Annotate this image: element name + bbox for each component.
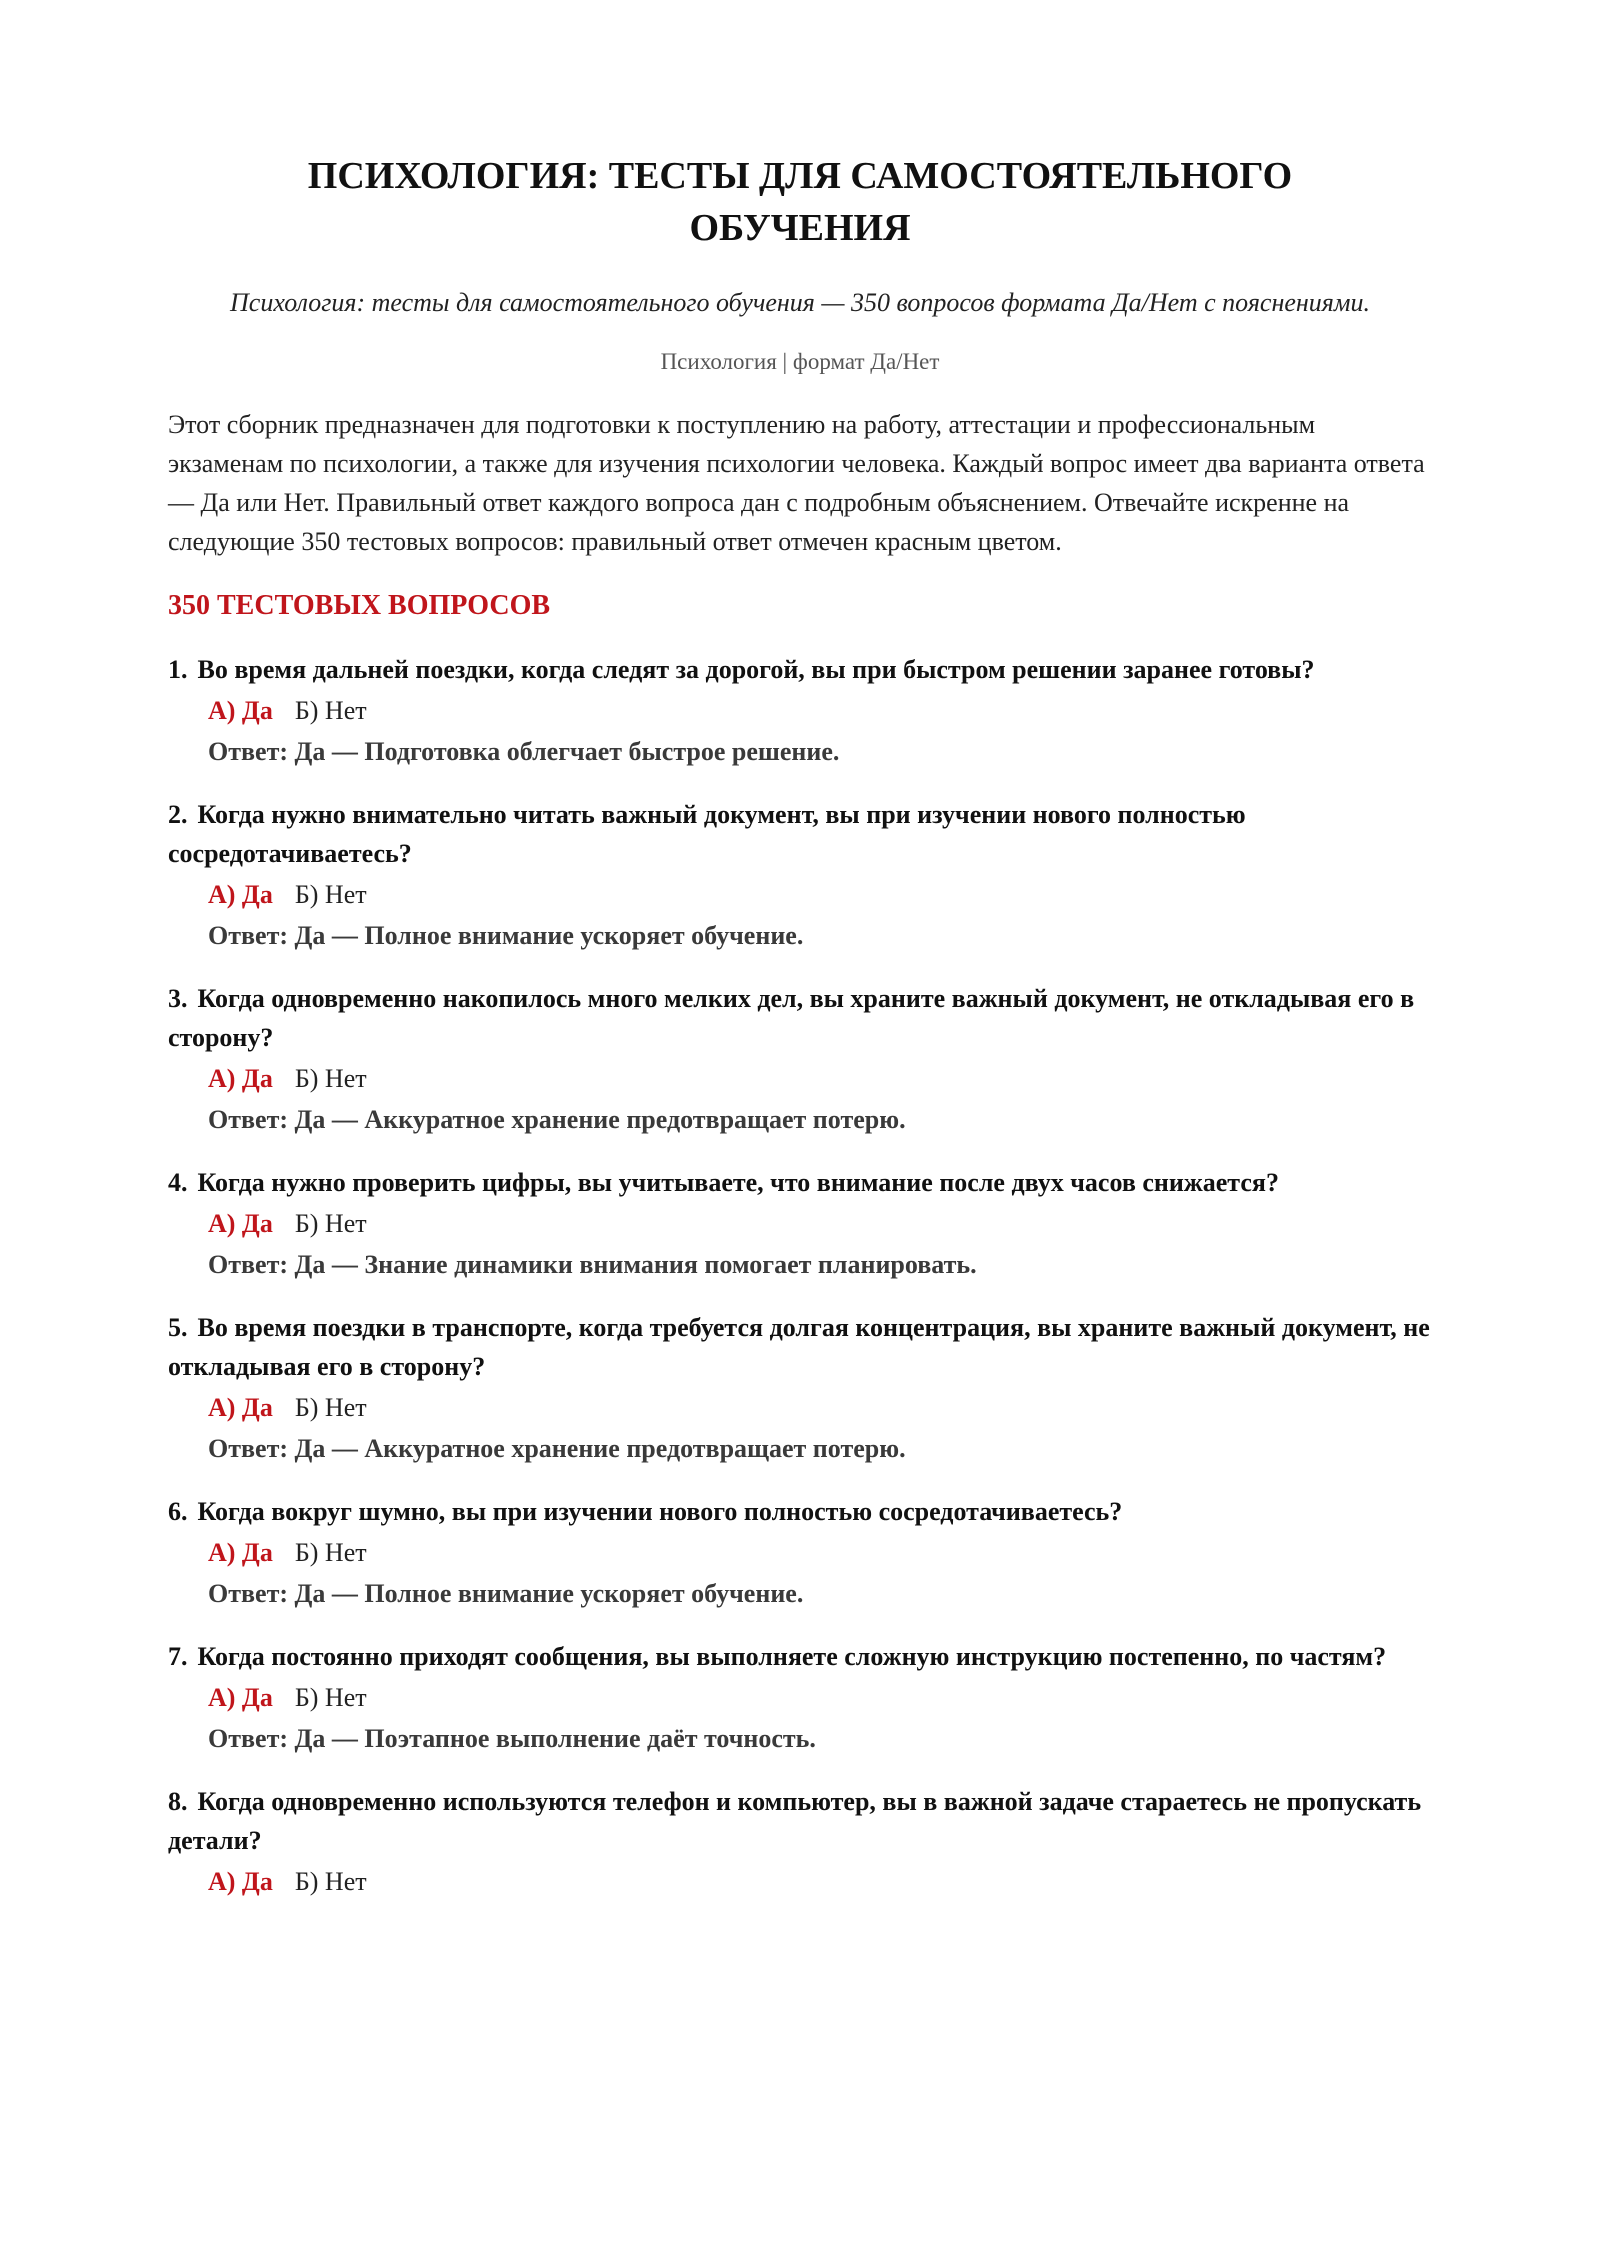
answer-options — [168, 691, 1432, 731]
option-b: Б) Нет — [294, 696, 367, 725]
option-a: А) Да — [208, 1538, 273, 1567]
question-number: 1. — [168, 655, 188, 684]
option-a: А) Да — [208, 880, 273, 909]
question-text — [168, 1492, 1432, 1531]
document-title: ПСИХОЛОГИЯ: ТЕСТЫ ДЛЯ САМОСТОЯТЕЛЬНОГО ОБУЧЕНИЯ — [307, 155, 1293, 249]
question-6 — [168, 1492, 1432, 1615]
question-5 — [168, 1308, 1432, 1470]
document-meta: Психология | формат Да/Нет — [660, 349, 940, 374]
option-a: А) Да — [208, 1683, 273, 1712]
answer-options — [168, 1388, 1432, 1428]
question-text — [168, 795, 1432, 873]
question-number: 2. — [168, 800, 188, 829]
intro-paragraph: Этот сборник предназначен для подготовки к поступлению на работу, аттестации и профессиональным экзаменам по психологии, а также для изучения психологии человека. Каждый вопрос имеет два варианта ответа — Да или Нет. Правильный ответ каждого вопроса дан с подробным объяснением. Отвечайте искренне на следующие 350 тестовых вопросов: правильный ответ отмечен красным цветом. — [168, 410, 1425, 556]
answer-explanation: Ответ: Да — Полное внимание ускоряет обучение. — [208, 921, 804, 950]
option-b: Б) Нет — [294, 1867, 367, 1896]
question-1 — [168, 650, 1432, 773]
question-text — [168, 650, 1432, 689]
question-body: Когда одновременно используются телефон и компьютер, вы в важной задаче стараетесь не пропускать детали? — [168, 1787, 1422, 1855]
question-body: Когда нужно внимательно читать важный документ, вы при изучении нового полностью сосредотачиваетесь? — [168, 800, 1246, 868]
option-b: Б) Нет — [294, 1209, 367, 1238]
question-number: 3. — [168, 984, 188, 1013]
question-number: 4. — [168, 1168, 188, 1197]
question-body: Когда вокруг шумно, вы при изучении нового полностью сосредотачиваетесь? — [197, 1497, 1123, 1526]
question-body: Когда одновременно накопилось много мелких дел, вы храните важный документ, не откладывая его в сторону? — [168, 984, 1415, 1052]
question-number: 6. — [168, 1497, 188, 1526]
answer-options — [168, 1533, 1432, 1573]
option-a: А) Да — [208, 1209, 273, 1238]
answer-options — [168, 1678, 1432, 1718]
question-text — [168, 1637, 1432, 1676]
question-7 — [168, 1637, 1432, 1760]
question-text — [168, 1782, 1432, 1860]
question-body: Во время дальней поездки, когда следят за дорогой, вы при быстром решении заранее готовы? — [197, 655, 1315, 684]
question-number: 7. — [168, 1642, 188, 1671]
question-body: Во время поездки в транспорте, когда требуется долгая концентрация, вы храните важный документ, не откладывая его в сторону? — [168, 1313, 1430, 1381]
question-text — [168, 1163, 1432, 1202]
option-b: Б) Нет — [294, 1393, 367, 1422]
option-a: А) Да — [208, 1867, 273, 1896]
answer-options — [168, 1862, 1432, 1902]
question-list — [168, 650, 1432, 1902]
option-b: Б) Нет — [294, 1683, 367, 1712]
option-b: Б) Нет — [294, 1538, 367, 1567]
question-8 — [168, 1782, 1432, 1902]
option-a: А) Да — [208, 696, 273, 725]
option-a: А) Да — [208, 1064, 273, 1093]
question-text — [168, 1308, 1432, 1386]
answer-explanation: Ответ: Да — Подготовка облегчает быстрое решение. — [208, 737, 840, 766]
option-a: А) Да — [208, 1393, 273, 1422]
question-3 — [168, 979, 1432, 1141]
question-body: Когда нужно проверить цифры, вы учитываете, что внимание после двух часов снижается? — [197, 1168, 1279, 1197]
answer-options — [168, 875, 1432, 915]
question-number: 8. — [168, 1787, 188, 1816]
document-subtitle: Психология: тесты для самостоятельного обучения — 350 вопросов формата Да/Нет с пояснениями. — [230, 288, 1370, 317]
answer-explanation: Ответ: Да — Аккуратное хранение предотвращает потерю. — [208, 1434, 906, 1463]
question-2 — [168, 795, 1432, 957]
option-b: Б) Нет — [294, 880, 367, 909]
question-number: 5. — [168, 1313, 188, 1342]
question-text — [168, 979, 1432, 1057]
question-4 — [168, 1163, 1432, 1286]
answer-explanation: Ответ: Да — Аккуратное хранение предотвращает потерю. — [208, 1105, 906, 1134]
section-heading: 350 ТЕСТОВЫХ ВОПРОСОВ — [168, 590, 551, 621]
answer-explanation: Ответ: Да — Поэтапное выполнение даёт точность. — [208, 1724, 816, 1753]
question-body: Когда постоянно приходят сообщения, вы выполняете сложную инструкцию постепенно, по частям? — [197, 1642, 1387, 1671]
answer-options — [168, 1059, 1432, 1099]
answer-options — [168, 1204, 1432, 1244]
answer-explanation: Ответ: Да — Полное внимание ускоряет обучение. — [208, 1579, 804, 1608]
answer-explanation: Ответ: Да — Знание динамики внимания помогает планировать. — [208, 1250, 977, 1279]
option-b: Б) Нет — [294, 1064, 367, 1093]
